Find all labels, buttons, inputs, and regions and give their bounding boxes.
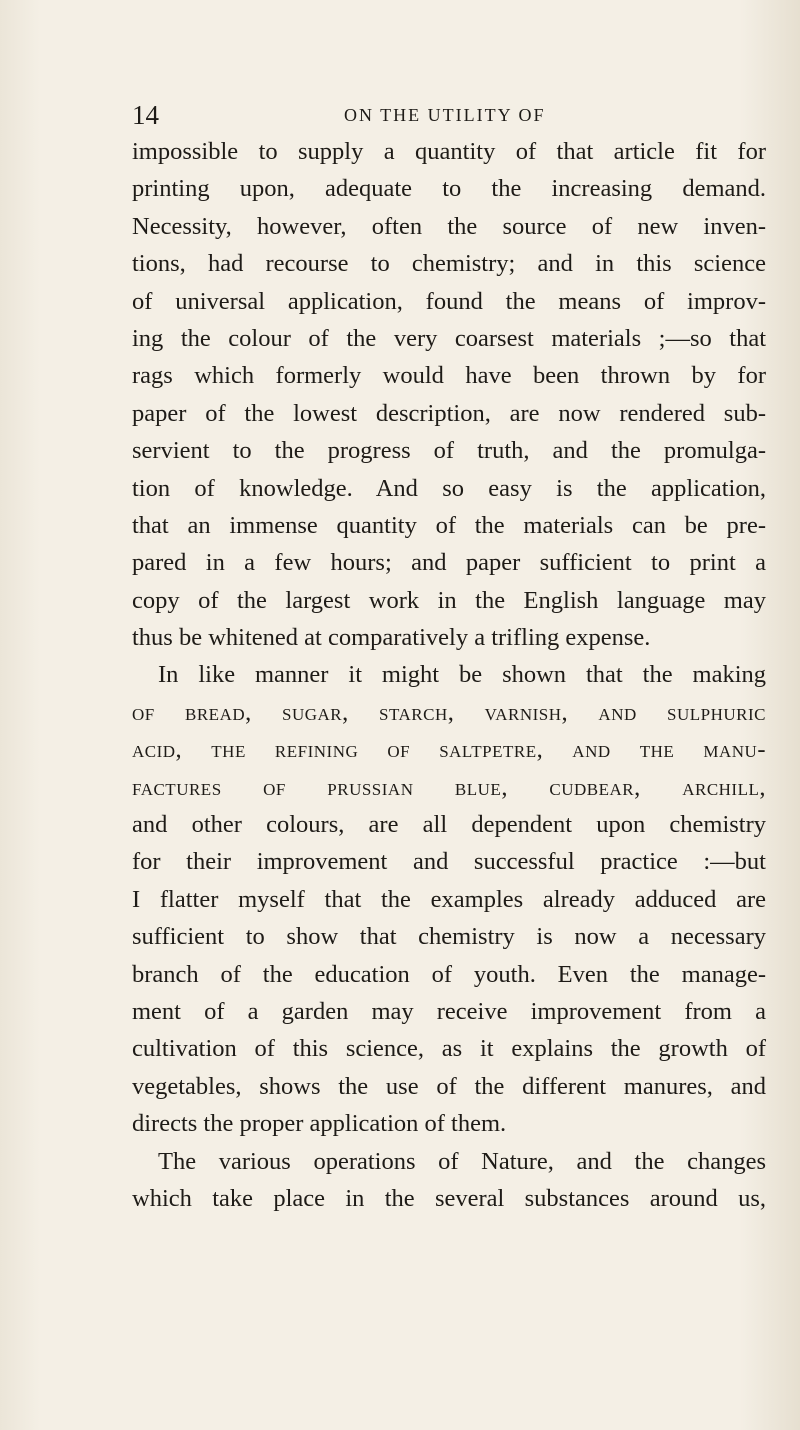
text-line: branch of the education of youth. Even the manage- — [132, 960, 766, 988]
running-head: ON THE UTILITY OF — [344, 105, 546, 125]
text-line: paper of the lowest description, are now rendered sub- — [132, 399, 766, 427]
text-line: tion of knowledge. And so easy is the application, — [132, 474, 766, 502]
text-line: ing the colour of the very coarsest materials ;—so that — [132, 324, 766, 352]
text-line: copy of the largest work in the English language may — [132, 586, 766, 614]
text-line: acid, the refining of saltpetre, and the manu- — [132, 736, 766, 764]
text-line: pared in a few hours; and paper sufficient to print a — [132, 549, 766, 577]
paragraph-start-line: The various operations of Nature, and the changes — [158, 1147, 766, 1175]
text-line: of bread, sugar, starch, varnish, and sulphuric — [132, 698, 766, 726]
text-line: rags which formerly would have been thrown by for — [132, 362, 766, 390]
text-line: which take place in the several substances around us, — [132, 1184, 766, 1212]
text-line: of universal application, found the means of improv- — [132, 287, 766, 315]
text-line: vegetables, shows the use of the different manures, and — [132, 1072, 766, 1100]
text-line: factures of prussian blue, cudbear, archill, — [132, 773, 766, 801]
paragraph-start-line: In like manner it might be shown that the making — [158, 661, 766, 689]
text-line: printing upon, adequate to the increasing demand. — [132, 175, 766, 203]
body-text — [132, 133, 766, 1217]
text-line: Necessity, however, often the source of new inven- — [132, 212, 766, 240]
text-line: tions, had recourse to chemistry; and in this science — [132, 250, 766, 278]
text-line: for their improvement and successful practice :—but — [132, 848, 766, 876]
text-line: impossible to supply a quantity of that article fit for — [132, 138, 766, 165]
text-line: that an immense quantity of the materials can be pre- — [132, 511, 766, 539]
page-number: 14 — [132, 100, 159, 130]
text-line: thus be whitened at comparatively a trifling expense. — [132, 624, 651, 652]
text-line: servient to the progress of truth, and the promulga- — [132, 437, 766, 465]
text-line: I flatter myself that the examples already adduced are — [132, 885, 766, 913]
text-line: sufficient to show that chemistry is now a necessary — [132, 923, 766, 951]
text-line: and other colours, are all dependent upon chemistry — [132, 811, 766, 839]
text-line: directs the proper application of them. — [132, 1110, 507, 1138]
text-line: ment of a garden may receive improvement from a — [132, 997, 766, 1025]
page-header — [132, 100, 772, 130]
text-line: cultivation of this science, as it explains the growth of — [132, 1035, 766, 1063]
